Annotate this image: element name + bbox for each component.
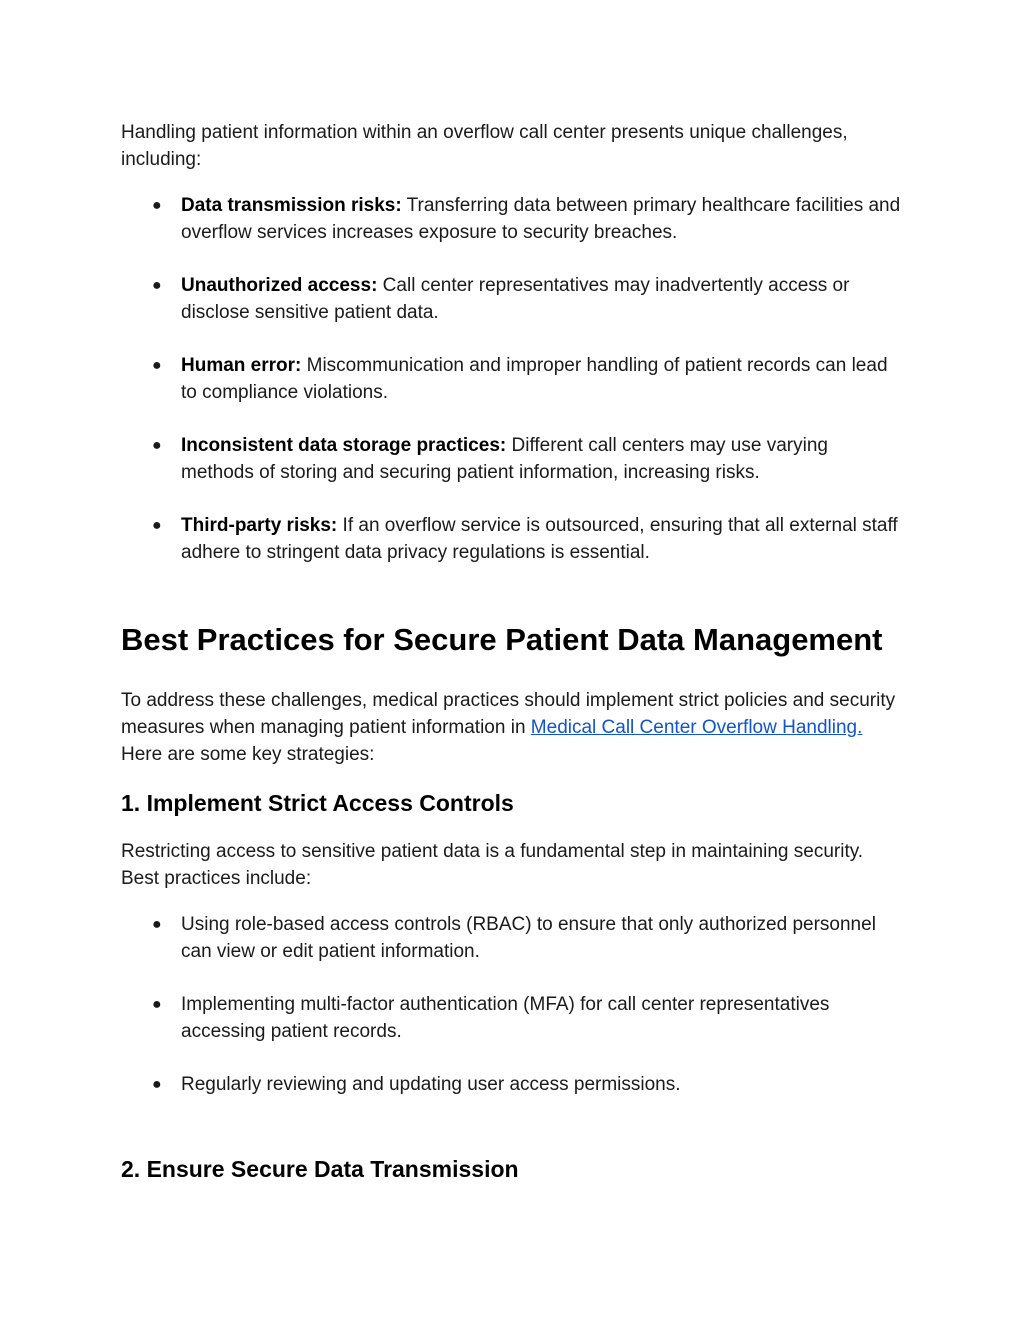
bullet-icon: ● — [152, 996, 162, 1013]
list-item-text: Regularly reviewing and updating user access permissions. — [181, 1074, 681, 1095]
list-item-text: Transferring data between primary healthcare facilities and overflow services increases exposure to security breaches. — [181, 195, 901, 243]
section1-heading: 1. Implement Strict Access Controls — [121, 790, 514, 816]
bullet-icon: ● — [152, 357, 162, 374]
list-item — [121, 272, 906, 326]
list-item-term: Inconsistent data storage practices: — [181, 435, 507, 456]
bullet-icon: ● — [152, 517, 162, 534]
main-paragraph-after: Here are some key strategies: — [121, 744, 375, 765]
main-paragraph — [121, 687, 906, 768]
list-item — [121, 512, 906, 566]
list-item-term: Unauthorized access: — [181, 275, 378, 296]
list-item-text: Using role-based access controls (RBAC) to ensure that only authorized personnel can view or edit patient information. — [181, 914, 876, 962]
list-item — [121, 192, 906, 246]
list-item-text: If an overflow service is outsourced, ensuring that all external staff adhere to stringent data privacy regulations is essential. — [181, 515, 898, 563]
list-item — [121, 911, 906, 965]
list-item-term: Data transmission risks: — [181, 195, 402, 216]
section2-heading: 2. Ensure Secure Data Transmission — [121, 1156, 519, 1182]
bullet-icon: ● — [152, 1076, 162, 1093]
document-body — [121, 119, 906, 1183]
list-item-term: Human error: — [181, 355, 302, 376]
list-item — [121, 1071, 906, 1098]
main-heading: Best Practices for Secure Patient Data Management — [121, 622, 883, 657]
intro-paragraph: Handling patient information within an overflow call center presents unique challenges, including: — [121, 122, 848, 170]
challenges-list — [121, 192, 906, 566]
bullet-icon: ● — [152, 437, 162, 454]
list-item — [121, 432, 906, 486]
list-item-text: Implementing multi-factor authentication (MFA) for call center representatives accessing patient records. — [181, 994, 830, 1042]
list-item — [121, 991, 906, 1045]
list-item-text: Call center representatives may inadvertently access or disclose sensitive patient data. — [181, 275, 850, 323]
section1-paragraph: Restricting access to sensitive patient data is a fundamental step in maintaining security. Best practices include: — [121, 841, 864, 889]
bullet-icon: ● — [152, 277, 162, 294]
main-paragraph-before: To address these challenges, medical practices should implement strict policies and security measures when managing patient information in — [121, 690, 896, 738]
bullet-icon: ● — [152, 916, 162, 933]
list-item-text: Different call centers may use varying methods of storing and securing patient information, increasing risks. — [181, 435, 828, 483]
medical-call-center-overflow-link[interactable]: Medical Call Center Overflow Handling. — [530, 717, 863, 738]
bullet-icon: ● — [152, 197, 162, 214]
list-item — [121, 352, 906, 406]
access-controls-list — [121, 911, 906, 1098]
list-item-text: Miscommunication and improper handling of patient records can lead to compliance violations. — [181, 355, 888, 403]
list-item-term: Third-party risks: — [181, 515, 338, 536]
